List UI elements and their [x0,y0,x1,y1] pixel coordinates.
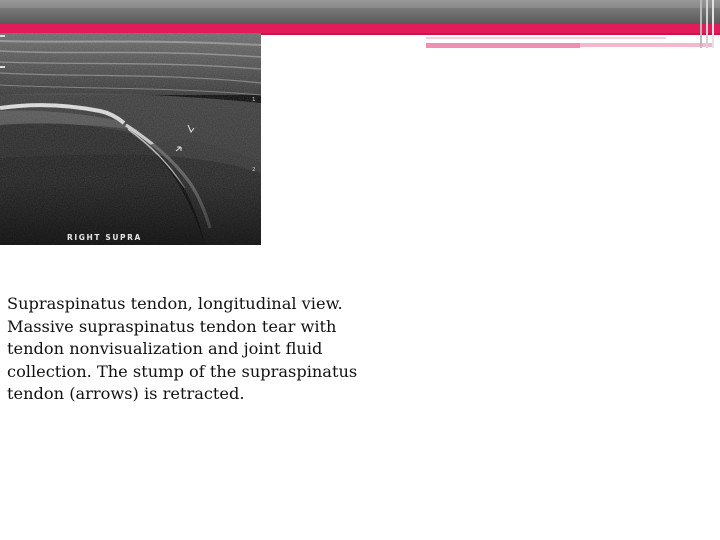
accent-stripe-right [580,43,712,47]
image-caption: Supraspinatus tendon, longitudinal view. Massive supraspinatus tendon tear with tendon nonvisualization and joint fluid collection. The stump of the supraspinatus tendon (arrows) is retracted. [7,294,358,404]
accent-stripe-left [426,43,580,48]
probe-label: RIGHT SUPRA [67,233,142,242]
ultrasound-image [0,33,261,245]
slide-header-bar [0,0,720,24]
scale-mark-2: 2 [252,167,256,173]
decorative-ticks [698,0,720,48]
accent-stripe-thin [426,37,666,39]
header-accent-band [0,24,720,33]
scale-mark-1: 1 [252,97,256,103]
